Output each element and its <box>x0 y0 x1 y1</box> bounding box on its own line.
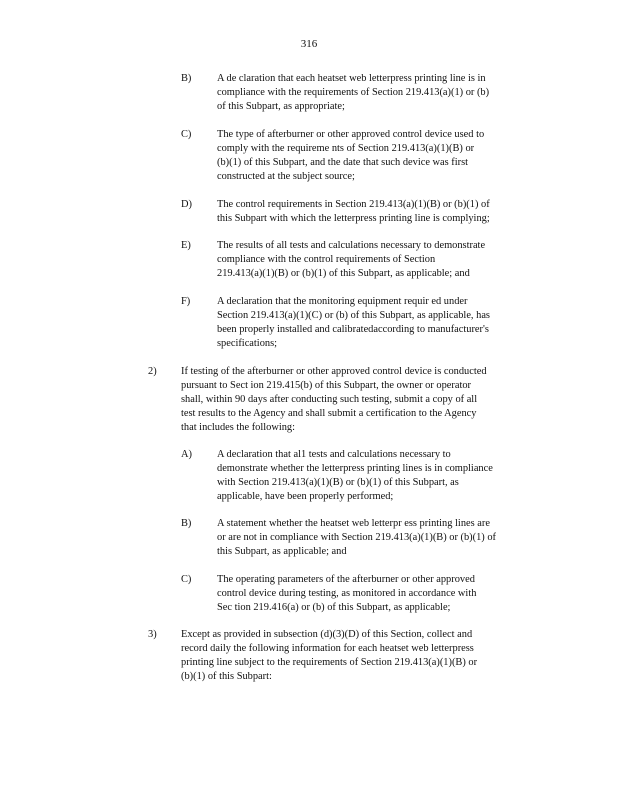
item-text: The control requirements in Section 219.413(a)(1)(B) or (b)(1) of this Subpart with which the letterpress printing line is complying; <box>217 199 490 224</box>
item-text: The operating parameters of the afterburner or other approved control device during testing, as monitored in accordance with Sec tion 219.416(a) or (b) of this Subpart, as applicable; <box>217 574 477 613</box>
item-text: A declaration that al1 tests and calculations necessary to demonstrate whether the letterpress printing lines is in compliance with Section 219.413(a)(1)(B) or (b)(1) of this Subpart, as applicable, have been properly performed; <box>217 449 493 502</box>
item-label: A) <box>181 449 192 460</box>
item-text: If testing of the afterburner or other approved control device is conducted pursuant to Sect ion 219.415(b) of this Subpart, the owner or operator shall, within 90 days after conducting such testing, submit a copy of all test results to the Agency and shall submit a certification to the Agency that includes the following: <box>181 366 487 433</box>
page-number: 316 <box>300 38 318 50</box>
item-label: C) <box>181 574 192 585</box>
item-label: B) <box>181 73 192 84</box>
item-label: F) <box>181 296 191 307</box>
item-text: The type of afterburner or other approved control device used to comply with the requireme nts of Section 219.413(a)(1)(B) or (b)(1) of this Subpart, and the date that such device was first constructed at the subject source; <box>217 129 485 182</box>
item-label: 3) <box>148 629 157 640</box>
item-text: Except as provided in subsection (d)(3)(D) of this Section, collect and record daily the following information for each heatset web letterpress printing line subject to the requirements of Section 219.413(a)(1)(B) or (b)(1) of this Subpart: <box>181 629 478 682</box>
item-text: The results of all tests and calculations necessary to demonstrate compliance with the control requirements of Section 219.413(a)(1)(B) or (b)(1) of this Subpart, as applicable; and <box>217 240 486 279</box>
item-text: A declaration that the monitoring equipment requir ed under Section 219.413(a)(1)(C) or (b) of this Subpart, as applicable, has been properly installed and calibratedaccording to manufacturer's specifications; <box>217 296 490 349</box>
item-label: B) <box>181 518 192 529</box>
item-label: C) <box>181 129 192 140</box>
item-text: A de claration that each heatset web letterpress printing line is in compliance with the requirements of Section 219.413(a)(1) or (b) of this Subpart, as appropriate; <box>217 73 490 112</box>
item-label: E) <box>181 240 191 251</box>
item-label: D) <box>181 199 192 210</box>
item-text: A statement whether the heatset web letterpr ess printing lines are or are not in compliance with Section 219.413(a)(1)(B) or (b)(1) of this Subpart, as applicable; and <box>217 518 497 557</box>
item-label: 2) <box>148 366 157 377</box>
